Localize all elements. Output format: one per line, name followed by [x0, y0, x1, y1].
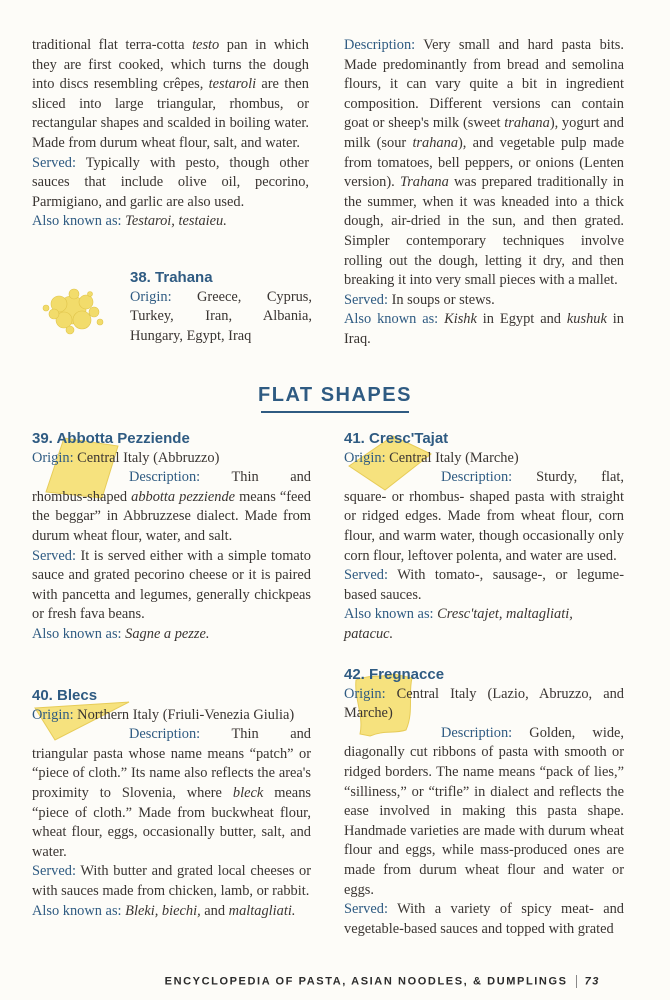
- entry-40-served: Served: With butter and grated local cheeses or with sauces made from chicken, lamb, or rabbit.: [32, 863, 311, 899]
- entry-38-title: 38. Trahana: [130, 269, 213, 286]
- footer-separator: [576, 975, 577, 988]
- entry-42: [344, 665, 624, 939]
- section-heading-text: FLAT SHAPES: [258, 384, 412, 406]
- entry-41-description: Description: Sturdy, flat, square- or rhombus- shaped pasta with straight or ridged edges. Made from wheat flour, corn flour, and warm water, though occasionally only corn flour, leftover polenta, and water are used.: [344, 469, 624, 564]
- entry-39-served: Served: It is served either with a simple tomato sauce and grated pecorino cheese or it is paired with pancetta and legumes, generally chickpeas or fresh fava beans.: [32, 547, 311, 623]
- section-heading-underline: [261, 411, 409, 413]
- left-top-text: [32, 36, 309, 232]
- entry-40-aka: Also known as: Bleki, biechi, and maltagliati.: [32, 902, 296, 919]
- entry-38: [130, 268, 312, 346]
- entry-41-aka: Also known as: Cresc'tajet, maltagliati, patacuc.: [344, 606, 573, 642]
- entry-39-title: 39. Abbotta Pezziende: [32, 430, 190, 447]
- entry-39: [32, 429, 311, 645]
- entry-42-served: Served: With a variety of spicy meat- and vegetable-based sauces and topped with grated: [344, 901, 624, 937]
- trahana-aka: Also known as: Kishk in Egypt and kushuk in Iraq.: [344, 311, 624, 347]
- entry-40: [32, 686, 311, 921]
- entry-38-origin: Origin: Greece, Cyprus, Turkey, Iran, Albania, Hungary, Egypt, Iraq: [130, 288, 312, 344]
- trahana-description: Description: Very small and hard pasta bits. Made predominantly from bread and semolina flours, it can vary quite a bit in ingredient composition. Different versions can contain goat or sheep's milk (sweet trahana), yogurt and milk (sour trahana), and vegetable pulp made from tomatoes, bell peppers, or onions (Lenten version). Trahana was prepared traditionally in the summer, when it was kneaded into a thick dough, air-dried in the sun, and then grated. Simpler contemporary techniques involve rolling out the dough, letting it dry, and then breaking it into very small pieces with a mallet.: [344, 37, 625, 289]
- entry-41: [344, 429, 624, 645]
- entry-41-origin: Origin: Central Italy (Marche): [344, 449, 519, 466]
- footer-title: ENCYCLOPEDIA OF PASTA, ASIAN NOODLES, & DUMPLINGS: [164, 975, 568, 988]
- entry-39-origin: Origin: Central Italy (Abbruzzo): [32, 449, 220, 466]
- entry-40-description: Description: Thin and triangular pasta whose name means “patch” or “piece of cloth.” Its name also reflects the area's proximity to Slovenia, where bleck means “piece of cloth.” Made from buckwheat flour, wheat flour, eggs, occasionally butter, salt, and water.: [32, 726, 311, 860]
- testaroli-continued: traditional flat terra-cotta testo pan in which they are first cooked, which turns the dough into discs resembling crêpes, testaroli are then sliced into large triangular, rhombus, or rectangular shapes and scalded in boiling water. Made from durum wheat flour, salt, and water.: [32, 37, 310, 151]
- entry-42-origin: Origin: Central Italy (Lazio, Abruzzo, and Marche): [344, 685, 624, 722]
- page-number: 73: [584, 975, 600, 988]
- entry-42-description: Description: Golden, wide, diagonally cut ribbons of pasta with smooth or ridged borders. The name means “pack of lies,” “silliness,” or “trifle” in dialect and reflects the ease involved in making this pasta shape. Handmade varieties are made with durum wheat flour and eggs, while mass-produced ones are made from durum wheat flour and water or eggs.: [344, 724, 624, 898]
- entry-41-served: Served: With tomato-, sausage-, or legume-based sauces.: [344, 567, 624, 603]
- entry-40-origin: Origin: Northern Italy (Friuli-Venezia Giulia): [32, 706, 295, 723]
- right-top-text: [344, 36, 624, 350]
- section-heading: [0, 384, 670, 413]
- trahana-served: Served: In soups or stews.: [344, 291, 495, 308]
- trahana-illustration: [34, 282, 116, 340]
- entry-39-description: Description: Thin and rhombus-shaped abbotta pezziende means “feed the beggar” in Abbruzzese dialect. Made from durum wheat flour, water, and salt.: [32, 469, 312, 544]
- entry-40-title: 40. Blecs: [32, 687, 98, 704]
- entry-39-aka: Also known as: Sagne a pezze.: [32, 625, 210, 642]
- testaroli-aka: Also known as: Testaroi, testaieu.: [32, 213, 227, 230]
- entry-42-title: 42. Fregnacce: [344, 666, 445, 683]
- page-footer: [0, 975, 670, 988]
- entry-41-title: 41. Cresc'Tajat: [344, 430, 449, 447]
- testaroli-served: Served: Typically with pesto, though other sauces that include olive oil, pecorino, Parmigiano, and garlic are also used.: [32, 154, 309, 210]
